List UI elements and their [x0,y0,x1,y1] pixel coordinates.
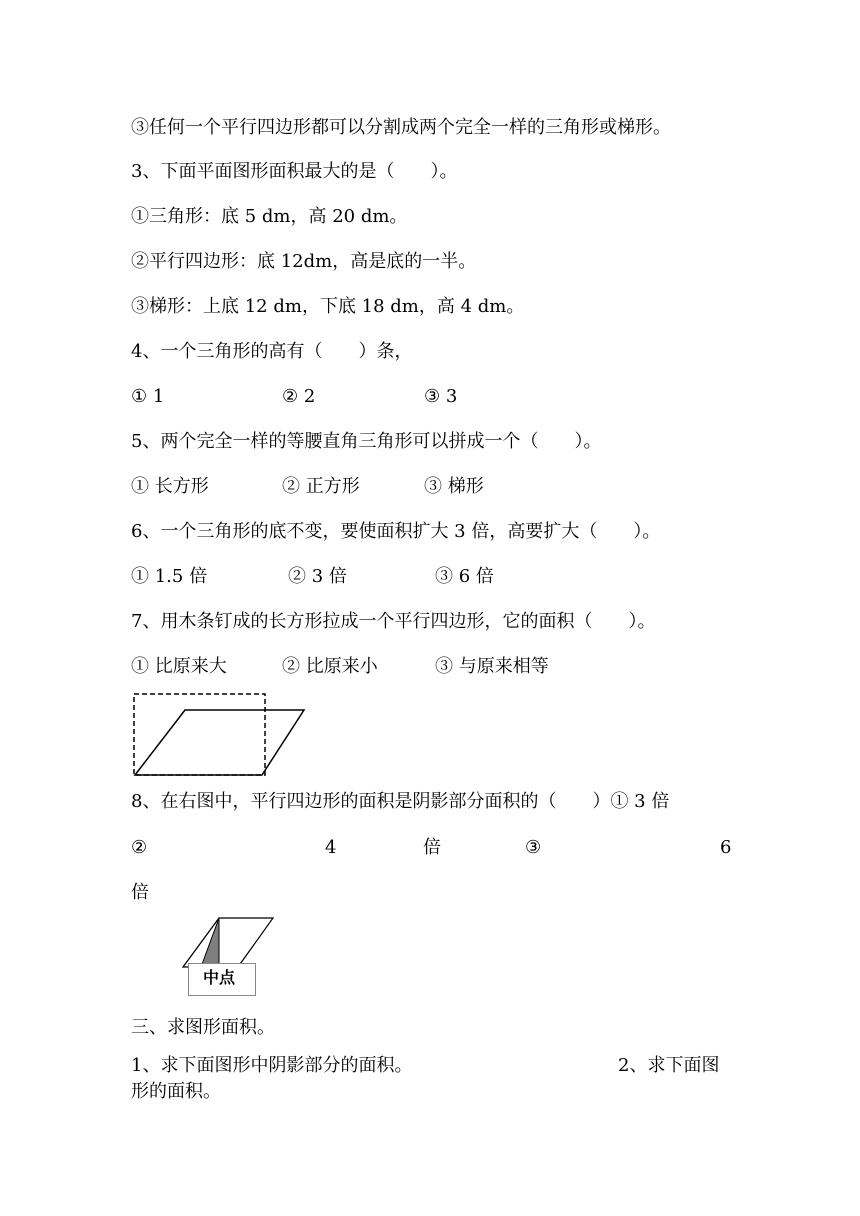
question-7-option-2: ② 比原来小 [282,656,378,677]
question-3-option-1: ①三角形：底 5 dm，高 20 dm。 [131,206,408,227]
question-5-option-3: ③ 梯形 [424,476,484,497]
section-3-question-2-part-2: 形的面积。 [131,1081,221,1102]
question-3-option-2: ②平行四边形：底 12dm，高是底的一半。 [131,251,477,272]
question-3: 3、下面平面图形面积最大的是（ ）。 [131,161,458,182]
question-8-option-3-unit: 倍 [131,882,149,903]
parallelogram-outline [135,710,304,775]
section-3-question-1: 1、求下面图形中阴影部分的面积。 [131,1055,413,1076]
midpoint-label: 中点 [203,968,236,987]
section-3-question-2-part-1: 2、求下面图 [618,1055,720,1076]
question-3-option-3: ③梯形：上底 12 dm，下底 18 dm，高 4 dm。 [131,296,525,317]
parallelogram-outline [183,918,273,967]
question-5-option-2: ② 正方形 [282,476,360,497]
line-statement-3: ③任何一个平行四边形都可以分割成两个完全一样的三角形或梯形。 [131,117,671,138]
question-7-option-3: ③ 与原来相等 [435,656,549,677]
rectangle-parallelogram-figure [128,690,310,780]
question-6-option-1: ① 1.5 倍 [131,566,208,587]
question-8-option-3: ③ [525,837,542,858]
question-7: 7、用木条钉成的长方形拉成一个平行四边形，它的面积（ ）。 [131,611,656,632]
question-8-option-3-value: 6 [720,837,732,858]
question-6-option-2: ② 3 倍 [288,566,347,587]
question-4-option-3: ③ 3 [424,386,458,407]
dashed-rectangle [134,694,265,775]
question-5: 5、两个完全一样的等腰直角三角形可以拼成一个（ ）。 [131,431,602,452]
question-4: 4、一个三角形的高有（ ）条， [131,341,413,362]
question-5-option-1: ① 长方形 [131,476,209,497]
question-7-option-1: ① 比原来大 [131,656,227,677]
question-8-option-2-unit: 倍 [423,837,441,858]
question-4-option-2: ② 2 [282,386,316,407]
question-6-option-3: ③ 6 倍 [435,566,494,587]
midpoint-label-box [188,963,256,996]
question-6: 6、一个三角形的底不变，要使面积扩大 3 倍，高要扩大（ ）。 [131,521,661,542]
question-8-option-2: ② [131,837,148,858]
question-8-option-2-value: 4 [325,837,337,858]
question-4-option-1: ① 1 [131,386,165,407]
question-8: 8、在右图中，平行四边形的面积是阴影部分面积的（ ）① 3 倍 [131,791,670,812]
section-3-heading: 三、求图形面积。 [131,1017,275,1038]
